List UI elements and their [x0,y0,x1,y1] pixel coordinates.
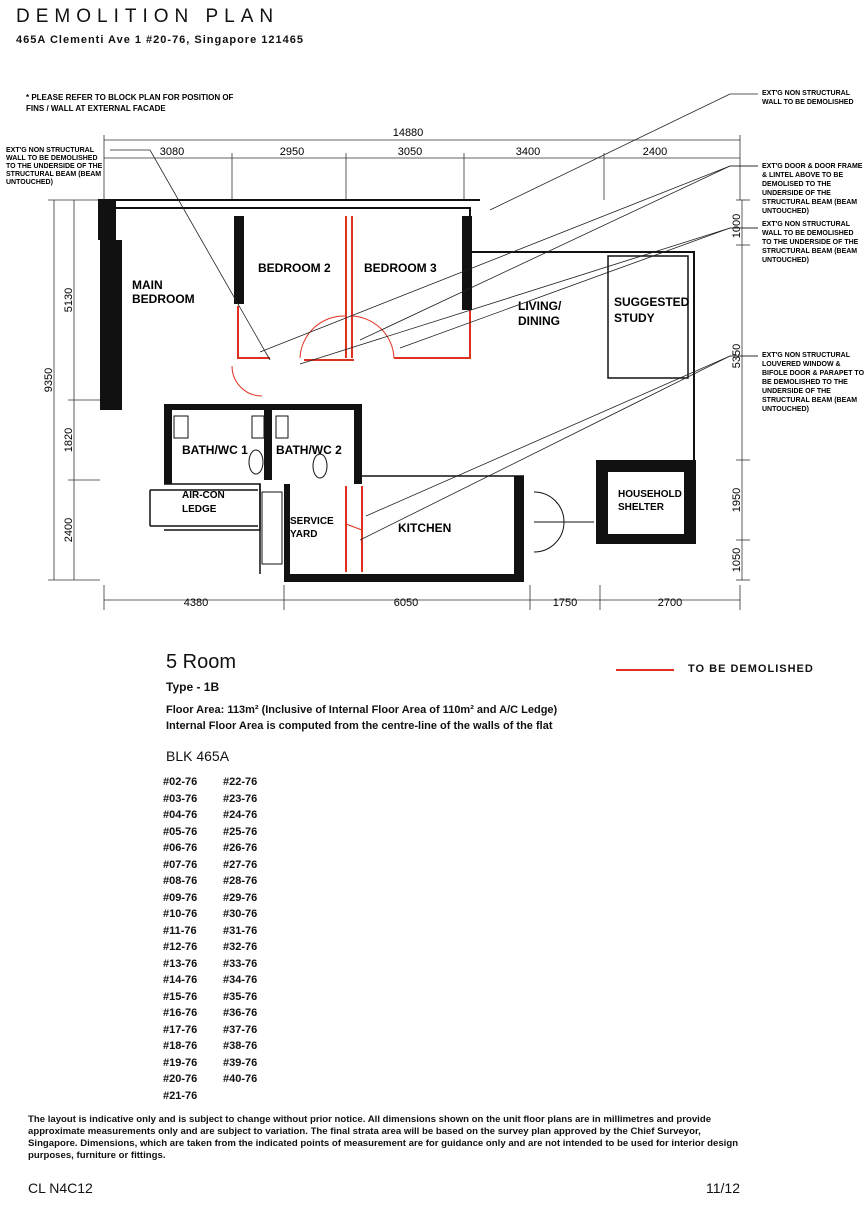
dimension-label: 5130 [63,287,75,313]
unit-number: #30-76 [223,908,258,920]
unit-number: #33-76 [223,957,258,970]
unit-number: #18-76 [163,1040,198,1052]
callout-right-1-line-2: WALL TO BE DEMOLISHED [762,99,854,106]
unit-number: #29-76 [223,891,258,904]
legend-label: TO BE DEMOLISHED [688,663,814,675]
callout-top-left-line-5: UNTOUCHED) [6,179,53,186]
unit-number: #19-76 [163,1056,198,1069]
dimension-label: 2400 [642,146,668,158]
dimension-label: 9350 [43,367,55,393]
callout-top-left-line-4: STRUCTURAL BEAM (BEAM [6,171,102,178]
unit-number: #08-76 [163,875,198,887]
unit-number: #11-76 [163,924,197,937]
unit-number: #03-76 [163,792,198,805]
unit-number: #20-76 [163,1073,198,1085]
floor-area-note: Internal Floor Area is computed from the centre-line of the walls of the flat [166,720,553,732]
unit-subtype: Type - 1B [166,680,220,694]
room-study-line-1: SUGGESTED [614,295,690,309]
dimension-label: 6050 [393,597,419,609]
dimension-label: 2400 [63,517,75,543]
callout-right-4-line-4: BE DEMOLISHED TO THE [762,379,848,386]
dimension-label: 1000 [731,213,743,239]
room-shelter-line-2: SHELTER [618,502,664,513]
bottom-dimension-labels [184,597,682,609]
callout-right-2-line-4: UNDERSIDE OF THE [762,190,831,197]
unit-number: #34-76 [223,974,258,986]
unit-number: #15-76 [163,990,198,1003]
callout-right-3-line-4: STRUCTURAL BEAM (BEAM [762,248,858,255]
floor-area: Floor Area: 113m² (Inclusive of Internal Floor Area of 110m² and A/C Ledge) [166,704,558,716]
dimension-label: 3050 [397,146,423,158]
callout-right-3-line-1: EXT'G NON STRUCTURAL [762,221,850,228]
callout-leaders [110,94,758,540]
room-service-line-2: YARD [290,529,318,540]
unit-number: #04-76 [163,809,198,821]
right-dimension-labels [731,214,743,572]
callout-top-left-line-1: EXT'G NON STRUCTURAL [6,147,94,154]
room-living-line-1: LIVING/ [518,299,562,313]
unit-number: #40-76 [223,1073,258,1085]
unit-number: #05-76 [163,825,198,838]
unit-number: #35-76 [223,990,258,1003]
callout-right-2-line-1: EXT'G DOOR & DOOR FRAME [762,163,863,170]
legend-line [616,669,674,671]
room-bath-2: BATH/WC 2 [276,443,342,457]
callout-top-left-line-3: TO THE UNDERSIDE OF THE [6,163,103,170]
page-number: 11/12 [706,1180,740,1196]
callout-top-left-line-2: WALL TO BE DEMOLISHED [6,155,98,162]
unit-list-right [223,774,257,1088]
callout-right-3-line-2: WALL TO BE DEMOLISHED [762,230,854,237]
unit-number: #10-76 [163,908,198,920]
room-aircon-line-1: AIR-CON [182,490,225,501]
dimension-label: 1820 [63,427,75,453]
unit-number: #27-76 [223,858,258,871]
address: 465A Clementi Ave 1 #20-76, Singapore 121465 [16,34,304,46]
room-main-bedroom-line-1: MAIN [132,278,163,292]
unit-number: #36-76 [223,1007,258,1019]
top-dimension-labels [160,146,667,158]
room-bedroom-3: BEDROOM 3 [364,261,437,275]
unit-number: #24-76 [223,809,258,821]
callout-right-2-line-6: UNTOUCHED) [762,208,809,215]
unit-number: #13-76 [163,957,198,970]
unit-number: #28-76 [223,875,258,887]
block-number: BLK 465A [166,748,230,764]
callout-right-4-line-2: LOUVERED WINDOW & [762,361,841,368]
callout-right-4-line-6: STRUCTURAL BEAM (BEAM [762,397,858,404]
callout-right-3-line-5: UNTOUCHED) [762,257,809,264]
unit-number: #38-76 [223,1040,258,1052]
unit-number: #25-76 [223,825,258,838]
drawing-code: CL N4C12 [28,1180,93,1196]
callout-right-1-line-1: EXT'G NON STRUCTURAL [762,90,850,97]
room-main-bedroom-line-2: BEDROOM [132,292,195,306]
unit-number: #31-76 [223,924,258,937]
callout-right-3-line-3: TO THE UNDERSIDE OF THE [762,239,859,246]
unit-number: #02-76 [163,776,198,788]
room-bath-1: BATH/WC 1 [182,443,248,457]
overall-width-label: 14880 [392,127,424,139]
unit-number: #16-76 [163,1007,198,1019]
unit-number: #09-76 [163,891,198,904]
room-bedroom-2: BEDROOM 2 [258,261,331,275]
dimension-label: 4380 [183,597,209,609]
plan-note-line-1: * PLEASE REFER TO BLOCK PLAN FOR POSITION OF [26,93,234,102]
callout-right-2-line-2: & LINTEL ABOVE TO BE [762,172,844,179]
callout-right-2-line-5: STRUCTURAL BEAM (BEAM [762,199,858,206]
room-shelter-line-1: HOUSEHOLD [618,489,682,500]
unit-number: #26-76 [223,842,258,854]
floor-plan [0,60,866,620]
page-title: DEMOLITION PLAN [16,6,280,27]
plan-note-line-2: FINS / WALL AT EXTERNAL FACADE [26,104,166,113]
dimension-label: 1950 [731,487,743,513]
unit-number: #07-76 [163,858,198,871]
room-service-line-1: SERVICE [290,516,334,527]
unit-number: #06-76 [163,842,198,854]
dimension-label: 2700 [657,597,683,609]
unit-number: #14-76 [163,974,198,986]
dimension-label: 3400 [515,146,541,158]
callout-right-4-line-7: UNTOUCHED) [762,406,809,413]
thick-walls [98,200,696,582]
callout-right-4-line-5: UNDERSIDE OF THE [762,388,831,395]
callout-right-4-line-3: BIFOLE DOOR & PARAPET TO [762,370,865,377]
dimension-label: 5350 [731,343,743,369]
unit-number: #23-76 [223,792,258,805]
unit-number: #37-76 [223,1023,258,1036]
exterior-walls [98,200,694,460]
unit-number: #12-76 [163,941,198,953]
dimension-label: 2950 [279,146,305,158]
room-study-line-2: STUDY [614,311,655,325]
unit-number: #17-76 [163,1023,198,1036]
door-swings [232,316,394,530]
dimension-label: 1050 [731,547,743,573]
unit-number: #39-76 [223,1056,258,1069]
callout-right-4-line-1: EXT'G NON STRUCTURAL [762,352,850,359]
dimension-label: 3080 [159,146,185,158]
room-aircon-line-2: LEDGE [182,504,217,515]
dimension-label: 1750 [552,597,578,609]
left-dimension-labels [43,288,75,542]
callout-right-2-line-3: DEMOLISED TO THE [762,181,832,188]
unit-number: #21-76 [163,1089,198,1102]
unit-type: 5 Room [166,651,237,673]
disclaimer: The layout is indicative only and is subject to change without prior notice. All dimensions shown on the unit floor plans are in millimetres and provide approximate measurements only and are subject to variation. The final strata area will be based on the survey plan approved by the Chief Surveyor, Singapore. Dimensions, which are taken from the indicated points of measurement are for guidance only and are not intended to be used for interior design purposes, furniture or fittings. [28,1114,739,1161]
room-kitchen: KITCHEN [398,521,452,535]
unit-number: #32-76 [223,941,258,953]
room-living-line-2: DINING [518,314,560,328]
unit-list-left [163,774,197,1104]
unit-number: #22-76 [223,776,258,788]
